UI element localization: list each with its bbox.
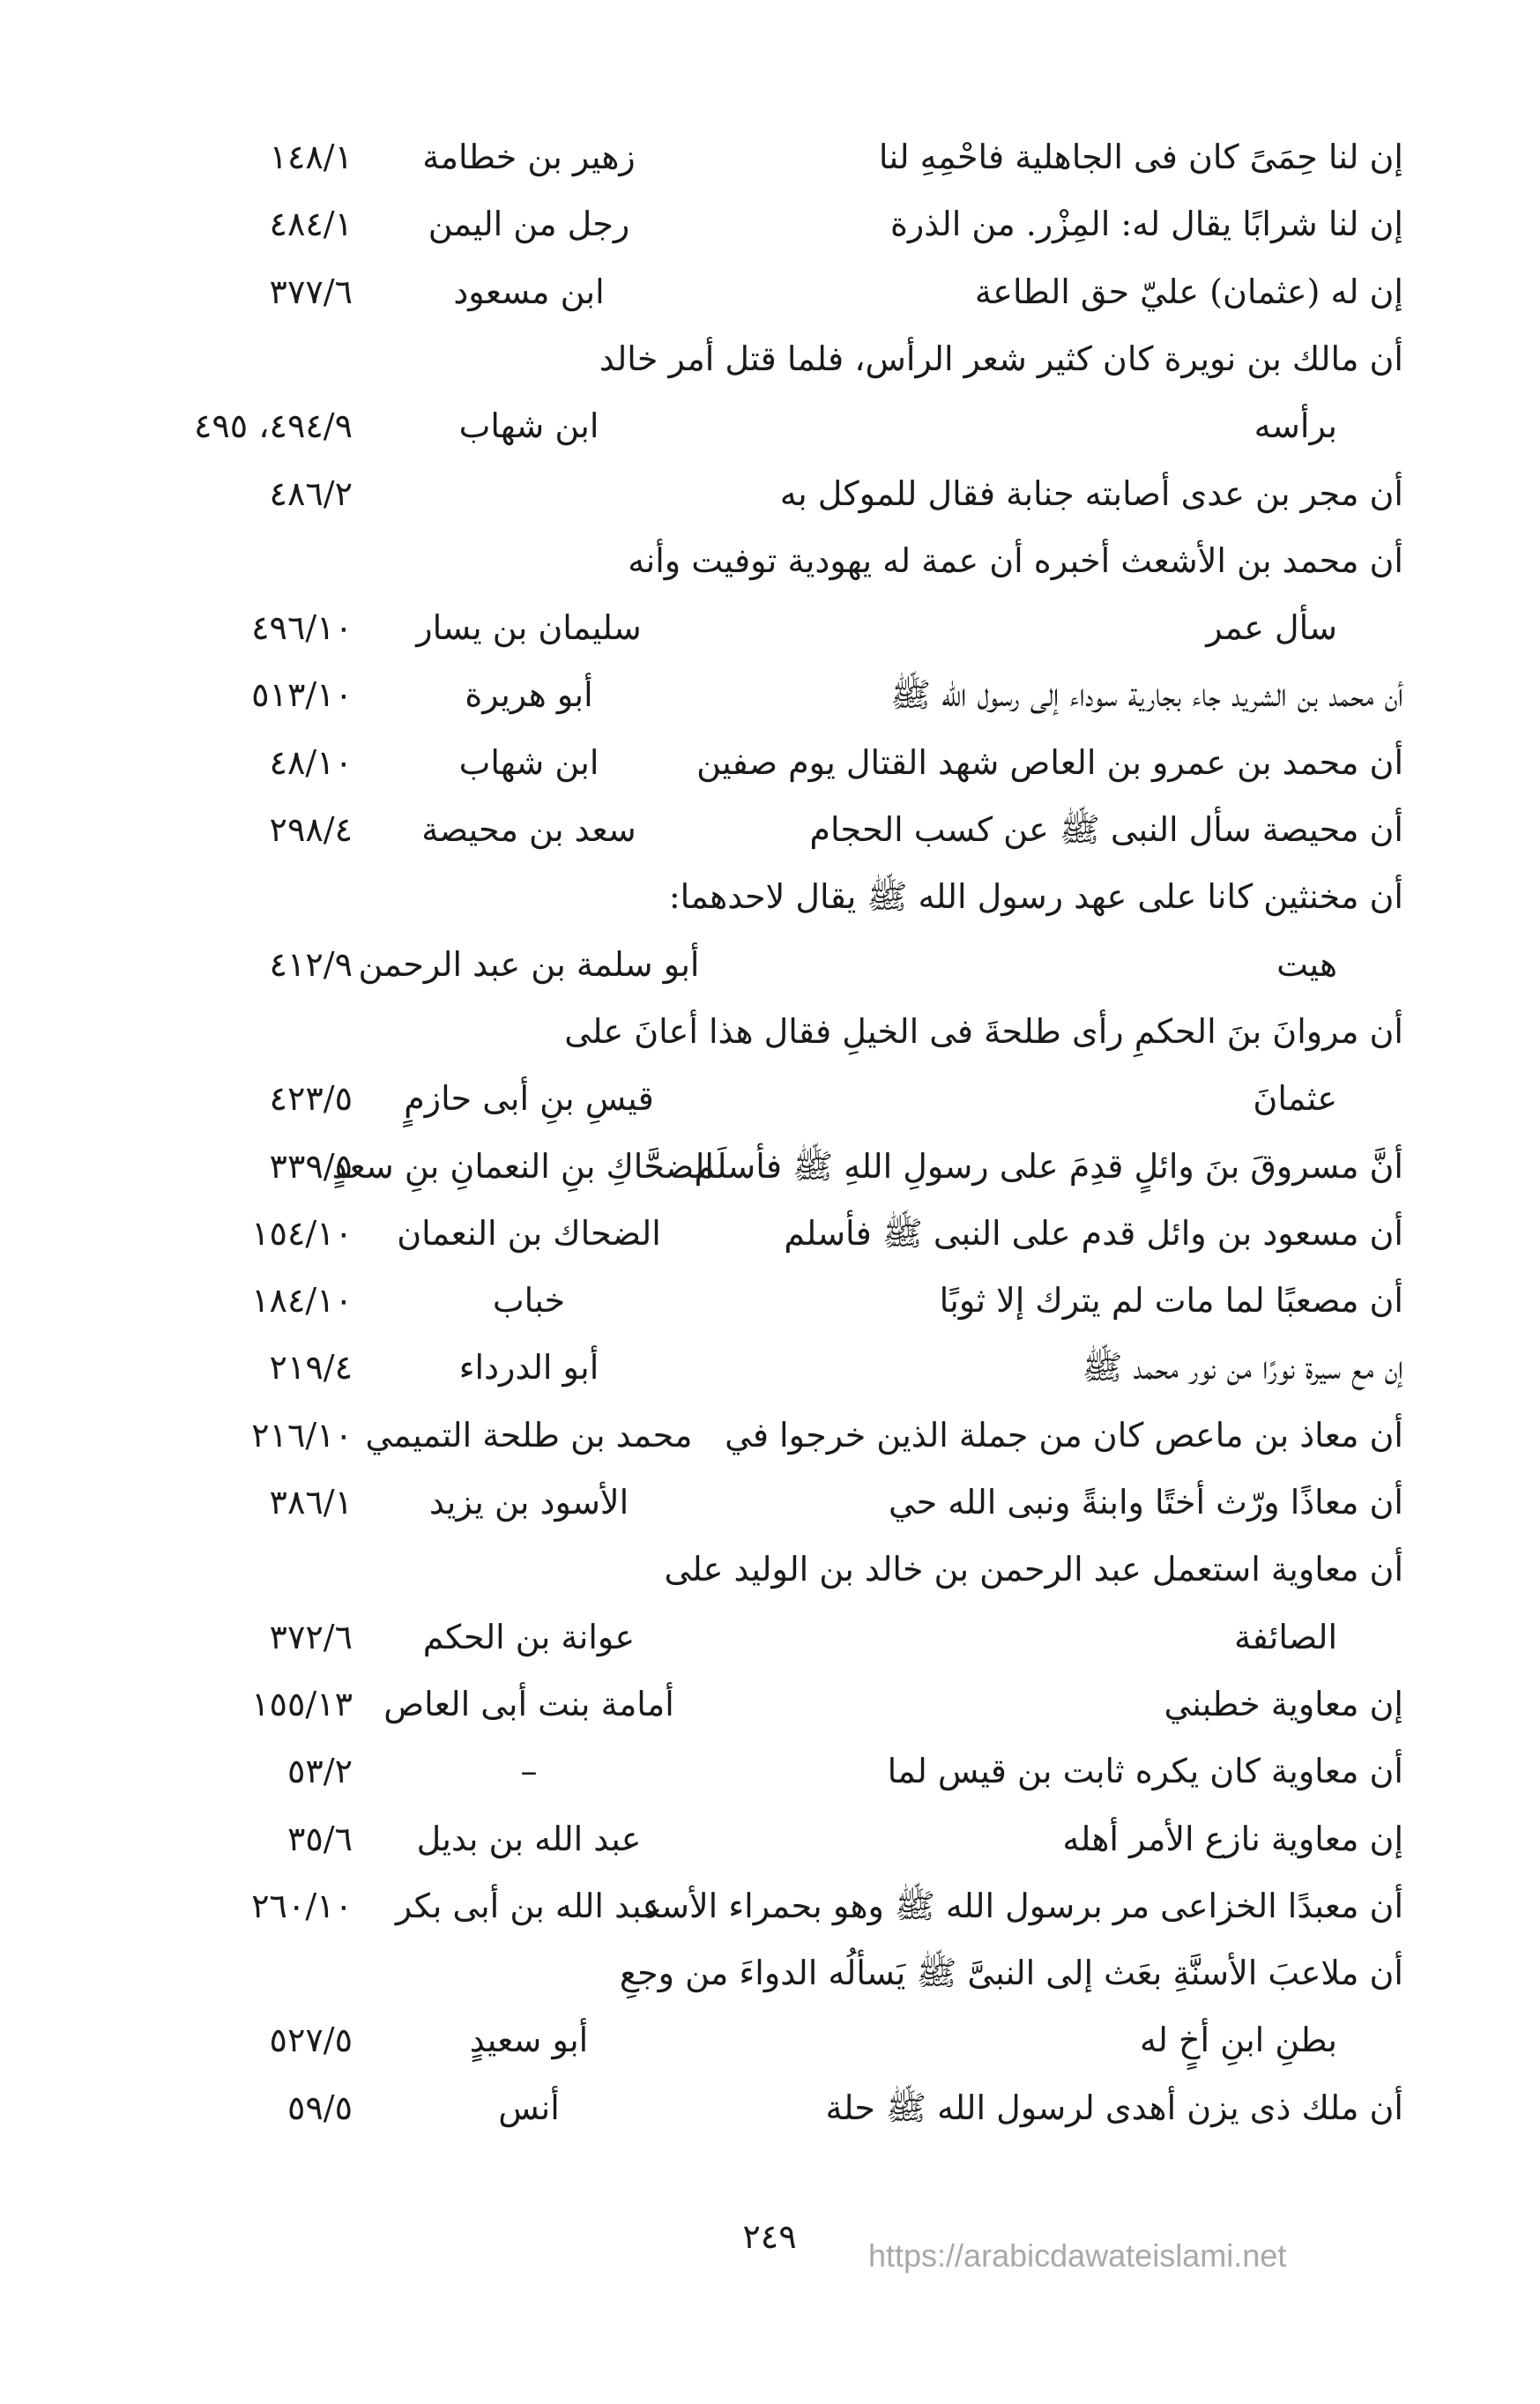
index-entry bbox=[0, 863, 1540, 930]
hadith-text: أن مسعود بن وائل قدم على النبى ﷺ فأسلم bbox=[784, 1213, 1403, 1253]
reference: ٢١٩/٤ bbox=[269, 1348, 353, 1388]
hadith-text: أن مصعبًا لما مات لم يترك إلا ثوبًا bbox=[939, 1281, 1403, 1321]
narrator: زهير بن خطامة bbox=[422, 138, 636, 176]
index-entry bbox=[0, 998, 1540, 1065]
narrator: أبو الدرداء bbox=[458, 1348, 599, 1388]
index-entry bbox=[0, 1805, 1540, 1872]
hadith-text: أن معاوية كان يكره ثابت بن قيس لما bbox=[887, 1752, 1403, 1791]
narrator: الضحَّاكِ بنِ النعمانِ بنِ سعدٍ bbox=[331, 1146, 714, 1186]
narrator: ابن شهاب bbox=[458, 742, 599, 782]
index-entry bbox=[0, 1334, 1540, 1401]
hadith-text-continued: الصائفة bbox=[1234, 1617, 1337, 1656]
narrator: خباب bbox=[492, 1281, 566, 1321]
reference bbox=[123, 325, 353, 392]
index-entry bbox=[0, 325, 1540, 392]
reference: ٣٥/٦ bbox=[286, 1819, 353, 1858]
narrator: أنس bbox=[498, 2088, 560, 2127]
hadith-text-continued: برأسه bbox=[1254, 406, 1337, 446]
hadith-text: أن ملك ذى يزن أهدى لرسول الله ﷺ حلة bbox=[825, 2088, 1403, 2127]
reference: ١٤٨/١ bbox=[269, 138, 353, 176]
reference: ٥١٣/١٠ bbox=[251, 675, 353, 715]
index-entry bbox=[0, 123, 1540, 190]
index-entry bbox=[0, 1738, 1540, 1805]
narrator: رجل من اليمن bbox=[428, 205, 630, 244]
narrator bbox=[344, 998, 714, 1065]
reference: ١٥٥/١٣ bbox=[251, 1684, 353, 1723]
index-entry bbox=[0, 931, 1540, 998]
reference: ٥٣/٢ bbox=[286, 1752, 353, 1791]
narrator: محمد بن طلحة التميمي bbox=[365, 1415, 693, 1455]
index-entry bbox=[0, 1536, 1540, 1603]
page-number: ٢٤٩ bbox=[742, 2217, 797, 2256]
reference bbox=[123, 1939, 353, 2006]
reference: ٣٧٧/٦ bbox=[269, 272, 353, 311]
reference: ٥٩/٥ bbox=[286, 2088, 353, 2127]
index-entry bbox=[0, 1939, 1540, 2006]
index-entry bbox=[0, 1402, 1540, 1469]
reference bbox=[123, 863, 353, 930]
reference: ٤٢٣/٥ bbox=[269, 1079, 353, 1119]
hadith-text: أن مجر بن عدى أصابته جنابة فقال للموكل به bbox=[779, 473, 1403, 513]
narrator: – bbox=[520, 1752, 538, 1791]
narrator bbox=[344, 1536, 714, 1603]
narrator bbox=[344, 863, 714, 930]
watermark-url: https://arabicdawateislami.net bbox=[868, 2237, 1287, 2274]
index-entry bbox=[0, 2006, 1540, 2073]
hadith-text: أن مالك بن نويرة كان كثير شعر الرأس، فلما قتل أمر خالد bbox=[599, 339, 1403, 378]
index-entry bbox=[0, 1604, 1540, 1671]
index-entry bbox=[0, 1133, 1540, 1200]
reference: ١٨٤/١٠ bbox=[251, 1281, 353, 1321]
narrator: ابن مسعود bbox=[453, 272, 605, 311]
index-entry bbox=[0, 594, 1540, 661]
hadith-text: أن محمد بن الشريد جاء بجارية سوداء إلى رسول الله ﷺ bbox=[890, 675, 1403, 715]
reference: ٤٨٤/١ bbox=[269, 205, 353, 244]
narrator: سليمان بن يسار bbox=[416, 608, 642, 648]
hadith-text: أن مروانَ بنَ الحكمِ رأى طلحةَ فى الخيلِ فقال هذا أعانَ على bbox=[564, 1011, 1403, 1051]
hadith-text: إن لنا شرابًا يقال له: المِزْر. من الذرة bbox=[889, 205, 1403, 244]
reference: ٤٨٦/٢ bbox=[269, 473, 353, 513]
index-entry bbox=[0, 1671, 1540, 1738]
hadith-text-continued: سأل عمر bbox=[1206, 608, 1337, 648]
index-entry bbox=[0, 1065, 1540, 1132]
hadith-text: أن معاذًا ورّث أختًا وابنةً ونبى الله حي bbox=[889, 1483, 1403, 1522]
hadith-text: أن محمد بن الأشعث أخبره أن عمة له يهودية توفيت وأنه bbox=[628, 540, 1403, 580]
index-entry bbox=[0, 661, 1540, 728]
reference: ٤٩٦/١٠ bbox=[251, 608, 353, 648]
index-entry bbox=[0, 796, 1540, 863]
hadith-text: أن معاذ بن ماعص كان من جملة الذين خرجوا في bbox=[725, 1415, 1403, 1455]
hadith-text: أن مخنثين كانا على عهد رسول الله ﷺ يقال لاحدهما: bbox=[668, 877, 1403, 917]
index-entry bbox=[0, 1469, 1540, 1536]
narrator: ابن شهاب bbox=[458, 406, 599, 446]
reference: ٤٨/١٠ bbox=[269, 742, 353, 782]
narrator: عبد الله بن أبى بكر bbox=[395, 1886, 663, 1925]
hadith-text: أن محمد بن عمرو بن العاص شهد القتال يوم صفين bbox=[696, 742, 1403, 782]
reference: ٢٩٨/٤ bbox=[269, 810, 353, 849]
narrator bbox=[344, 527, 714, 594]
reference: ٣٣٩/٥ bbox=[269, 1146, 353, 1186]
index-entry bbox=[0, 190, 1540, 257]
narrator bbox=[344, 325, 714, 392]
index-entry bbox=[0, 527, 1540, 594]
reference: ٢١٦/١٠ bbox=[251, 1415, 353, 1455]
reference bbox=[123, 527, 353, 594]
narrator: قيسِ بنِ أبى حازمٍ bbox=[404, 1079, 654, 1119]
narrator: أبو سلمة بن عبد الرحمن bbox=[358, 944, 700, 984]
reference: ٣٧٢/٦ bbox=[269, 1617, 353, 1656]
hadith-text: أن معاوية استعمل عبد الرحمن بن خالد بن الوليد على bbox=[664, 1550, 1403, 1589]
reference: ٤١٢/٩ bbox=[269, 944, 353, 984]
narrator: الأسود بن يزيد bbox=[428, 1483, 629, 1522]
index-entry bbox=[0, 460, 1540, 527]
narrator: أبو سعيدٍ bbox=[469, 2021, 589, 2060]
narrator: أبو هريرة bbox=[465, 675, 593, 715]
hadith-text: إن معاوية خطبني bbox=[1164, 1684, 1403, 1723]
narrator: الضحاك بن النعمان bbox=[397, 1213, 661, 1253]
index-entry bbox=[0, 258, 1540, 325]
hadith-text-continued: هيت bbox=[1276, 944, 1337, 984]
hadith-text: أن معبدًا الخزاعى مر برسول الله ﷺ وهو بحمراء الأسد bbox=[644, 1886, 1403, 1925]
hadith-text: أنَّ مسروقَ بنَ وائلٍ قدِمَ على رسولِ اللهِ ﷺ فأسلَم bbox=[694, 1146, 1403, 1186]
narrator bbox=[344, 460, 714, 527]
reference bbox=[123, 1536, 353, 1603]
reference bbox=[123, 998, 353, 1065]
narrator: عوانة بن الحكم bbox=[422, 1617, 636, 1656]
index-entry bbox=[0, 2074, 1540, 2141]
hadith-text-continued: عثمانَ bbox=[1253, 1079, 1337, 1119]
narrator: عبد الله بن بديل bbox=[416, 1819, 642, 1858]
reference: ٤٩٤/٩، ٤٩٥ bbox=[193, 406, 353, 446]
hadith-text-continued: بطنِ ابنِ أخٍ له bbox=[1139, 2021, 1337, 2060]
index-entry bbox=[0, 1200, 1540, 1267]
hadith-text: إن له (عثمان) عليّ حق الطاعة bbox=[974, 272, 1403, 311]
index-entry bbox=[0, 729, 1540, 796]
narrator bbox=[344, 1939, 714, 2006]
narrator: سعد بن محيصة bbox=[421, 810, 636, 849]
hadith-text: أن ملاعبَ الأسنَّةِ بعَث إلى النبىَّ ﷺ يَسألُه الدواءَ من وجعِ bbox=[619, 1954, 1403, 1993]
index-entry bbox=[0, 1872, 1540, 1939]
reference: ٢٦٠/١٠ bbox=[251, 1886, 353, 1925]
reference: ١٥٤/١٠ bbox=[251, 1213, 353, 1253]
reference: ٥٢٧/٥ bbox=[269, 2021, 353, 2060]
hadith-text: أن محيصة سأل النبى ﷺ عن كسب الحجام bbox=[809, 810, 1403, 849]
hadith-text: إن معاوية نازع الأمر أهله bbox=[1062, 1819, 1403, 1858]
index-entry bbox=[0, 392, 1540, 459]
reference: ٣٨٦/١ bbox=[269, 1483, 353, 1522]
narrator: أمامة بنت أبى العاص bbox=[383, 1684, 674, 1723]
hadith-text: إن مع سيرة نورًا من نور محمد ﷺ bbox=[1082, 1348, 1403, 1388]
index-entry bbox=[0, 1267, 1540, 1334]
hadith-text: إن لنا حِمَىً كان فى الجاهلية فاحْمِهِ لنا bbox=[878, 138, 1403, 176]
